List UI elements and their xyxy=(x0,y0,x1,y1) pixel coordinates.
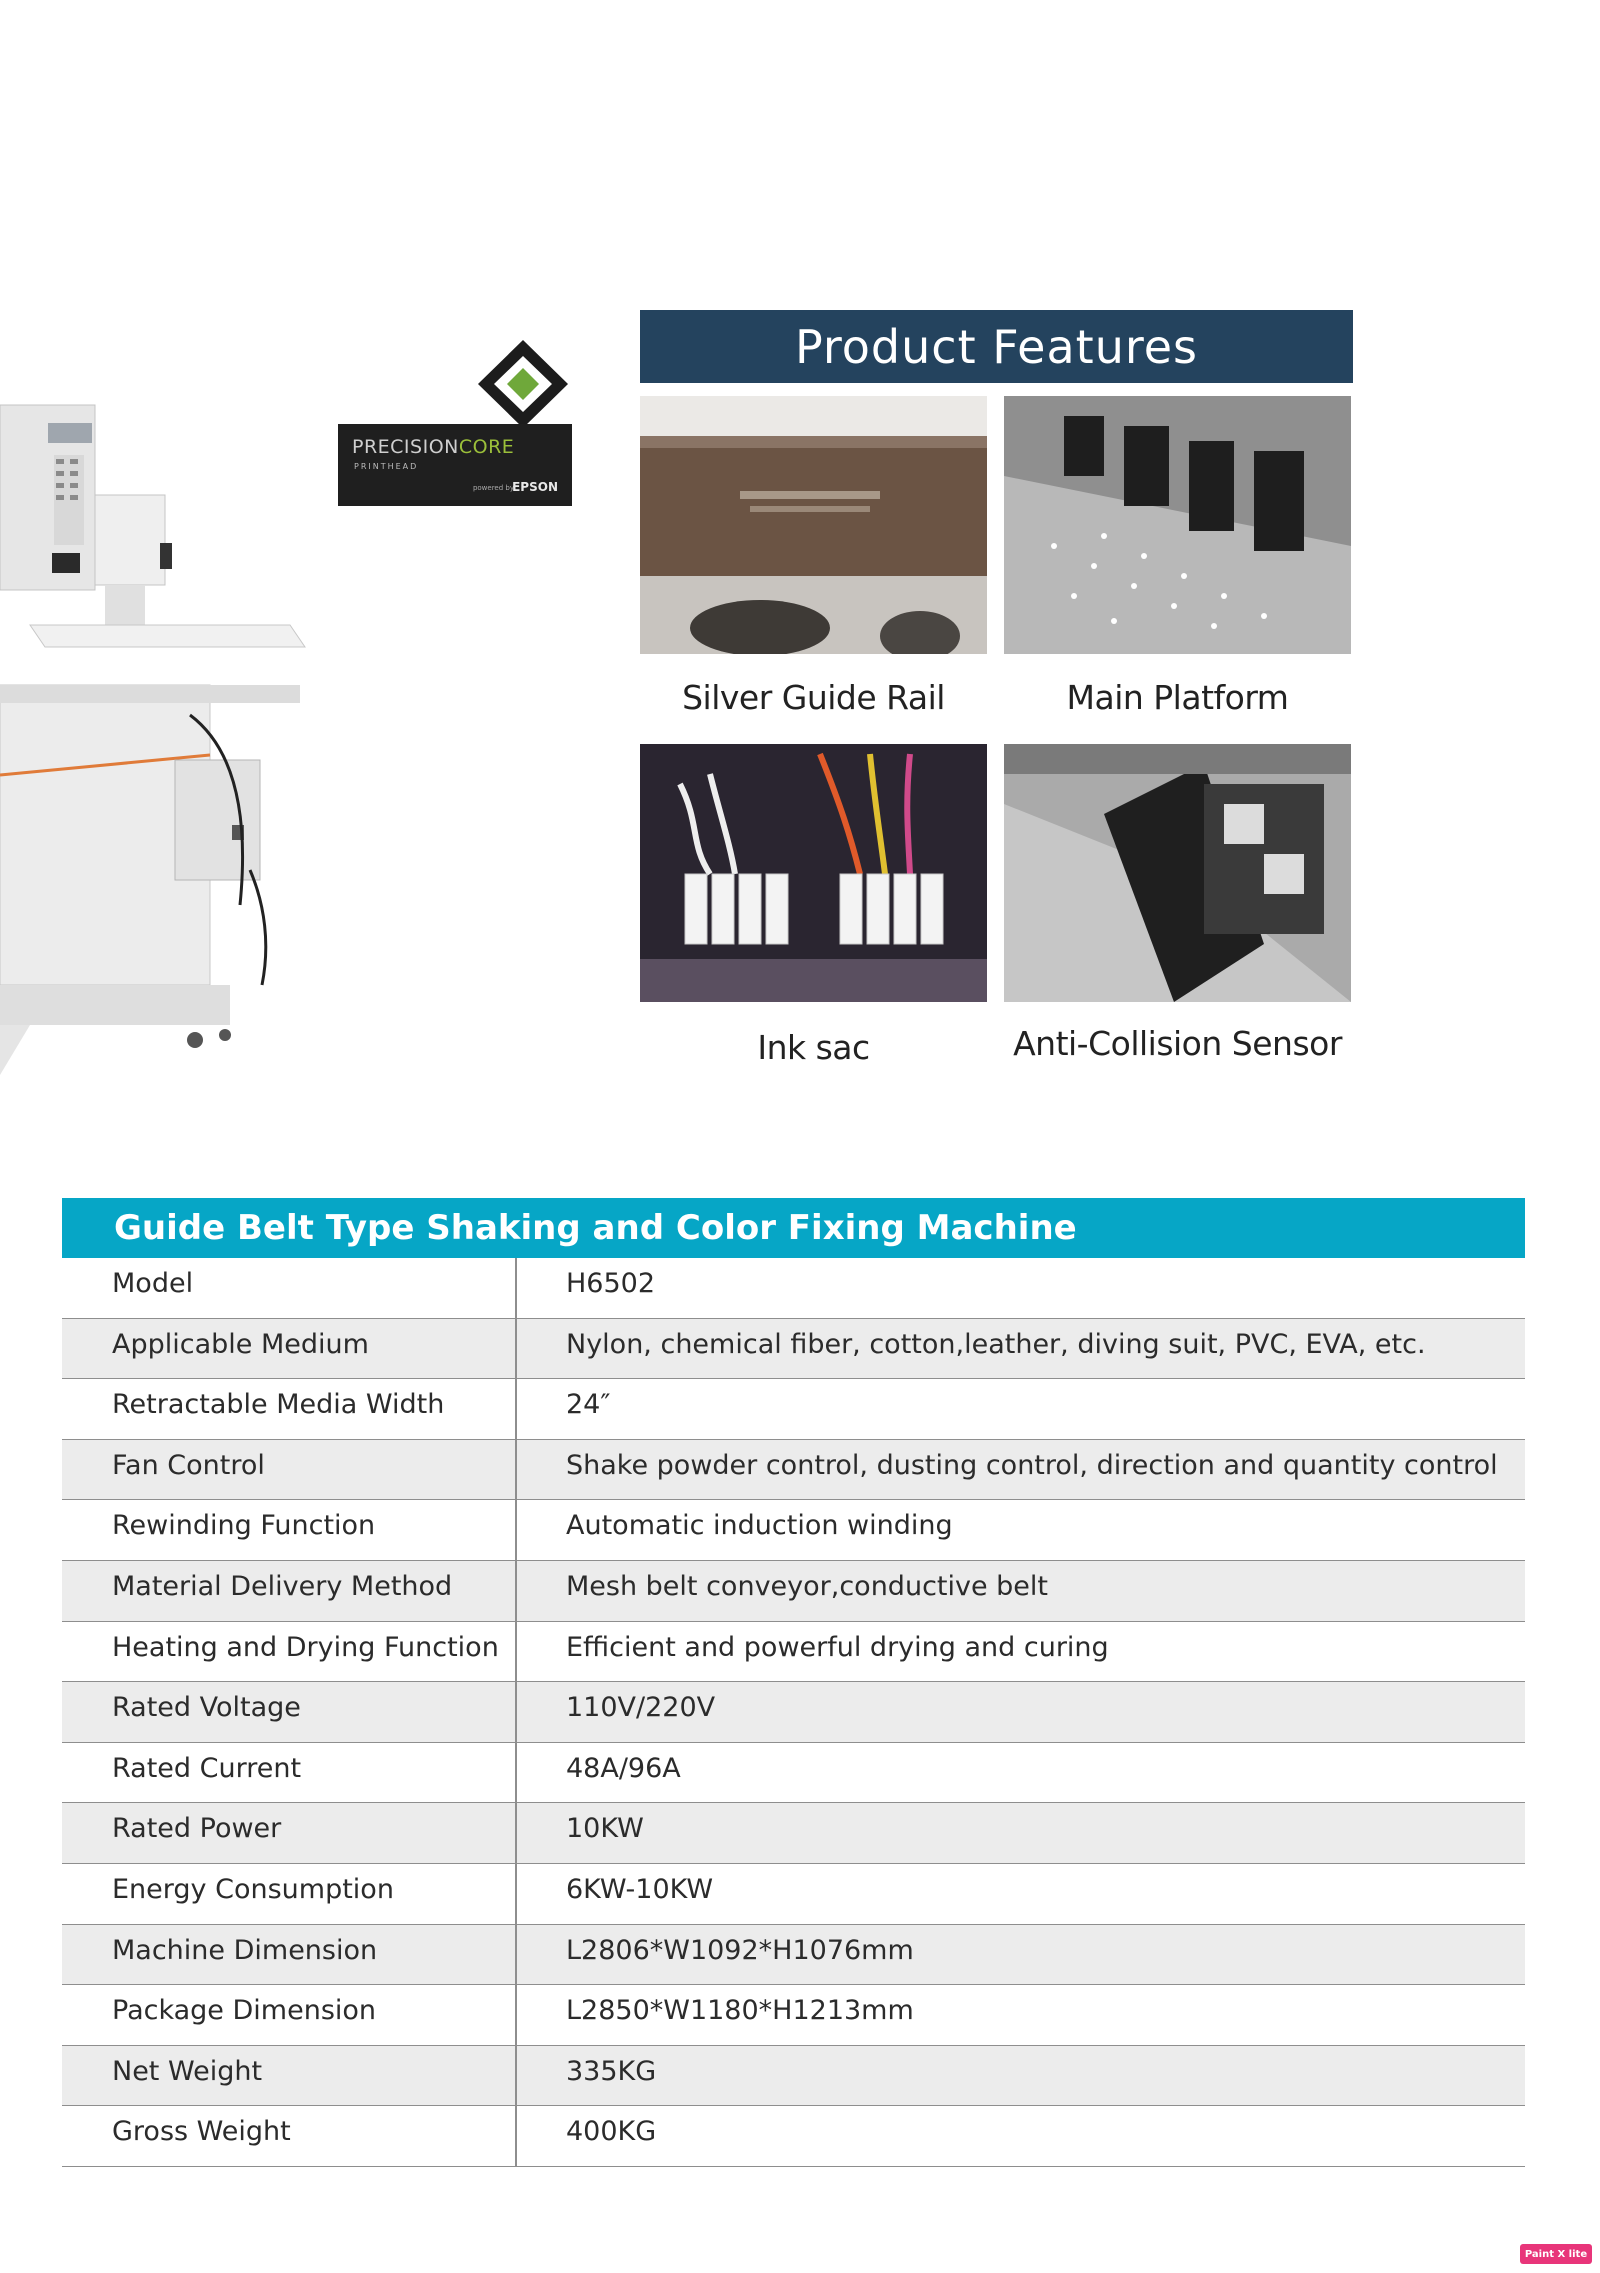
spec-key: Rated Current xyxy=(112,1752,302,1784)
table-row xyxy=(62,1864,1525,1925)
spec-value: 335KG xyxy=(566,2055,657,2087)
spec-value: Shake powder control, dusting control, direction and quantity control xyxy=(566,1449,1498,1481)
precisioncore-logo xyxy=(338,338,572,506)
spec-key: Retractable Media Width xyxy=(112,1389,445,1421)
table-row xyxy=(62,1440,1525,1501)
spec-key: Model xyxy=(112,1268,194,1299)
table-row xyxy=(62,1561,1525,1622)
diamond-logo-icon xyxy=(338,338,572,428)
logo-powered-by: powered by xyxy=(472,484,514,492)
spec-value: Mesh belt conveyor,conductive belt xyxy=(566,1570,1049,1602)
table-row xyxy=(62,1985,1525,2046)
table-row xyxy=(62,1743,1525,1804)
spec-table xyxy=(62,1258,1525,2167)
table-row xyxy=(62,1500,1525,1561)
spec-table-title: Guide Belt Type Shaking and Color Fixing Machine xyxy=(62,1198,1525,1258)
spec-key: Rewinding Function xyxy=(112,1510,376,1542)
feature-caption-ink-sac: Ink sac xyxy=(757,1028,870,1067)
machine-illustration xyxy=(0,385,320,1075)
spec-key: Applicable Medium xyxy=(112,1328,369,1360)
product-features-title: Product Features xyxy=(640,310,1353,383)
feature-caption-anti-collision-sensor: Anti-Collision Sensor xyxy=(1013,1024,1342,1063)
spec-value: Nylon, chemical fiber, cotton,leather, diving suit, PVC, EVA, etc. xyxy=(566,1328,1426,1360)
photo-ink-sac xyxy=(640,744,987,1002)
spec-key: Gross Weight xyxy=(112,2116,291,2148)
spec-key: Heating and Drying Function xyxy=(112,1631,499,1663)
spec-key: Rated Voltage xyxy=(112,1692,301,1724)
spec-key: Net Weight xyxy=(112,2055,263,2087)
table-row xyxy=(62,1803,1525,1864)
spec-value: 24″ xyxy=(566,1389,611,1421)
table-row xyxy=(62,2046,1525,2107)
table-row xyxy=(62,1925,1525,1986)
spec-key: Material Delivery Method xyxy=(112,1570,453,1602)
logo-brand: EPSON xyxy=(512,480,558,494)
feature-caption-silver-guide-rail: Silver Guide Rail xyxy=(682,678,945,717)
table-row xyxy=(62,1622,1525,1683)
photo-silver-guide-rail xyxy=(640,396,987,654)
spec-value: L2850*W1180*H1213mm xyxy=(566,1995,914,2027)
spec-key: Fan Control xyxy=(112,1449,265,1481)
spec-value: Automatic induction winding xyxy=(566,1510,953,1542)
table-row xyxy=(62,1258,1525,1319)
spec-key: Machine Dimension xyxy=(112,1934,378,1966)
spec-value: Efficient and powerful drying and curing xyxy=(566,1631,1109,1663)
spec-key: Rated Power xyxy=(112,1813,282,1845)
spec-value: 400KG xyxy=(566,2116,657,2148)
watermark-badge: Paint X lite xyxy=(1520,2244,1592,2264)
spec-key: Package Dimension xyxy=(112,1995,377,2027)
spec-value: 6KW-10KW xyxy=(566,1873,714,1905)
spec-value: 10KW xyxy=(566,1813,644,1845)
table-row xyxy=(62,2106,1525,2167)
logo-banner xyxy=(338,424,572,506)
logo-subtitle: PRINTHEAD xyxy=(354,462,419,471)
spec-key: Energy Consumption xyxy=(112,1873,394,1905)
table-row xyxy=(62,1682,1525,1743)
feature-caption-main-platform: Main Platform xyxy=(1066,678,1289,717)
spec-value: 48A/96A xyxy=(566,1752,681,1784)
photo-main-platform xyxy=(1004,396,1351,654)
logo-title: PRECISIONCORE xyxy=(352,436,515,458)
table-row xyxy=(62,1319,1525,1380)
photo-anti-collision-sensor xyxy=(1004,744,1351,1002)
table-row xyxy=(62,1379,1525,1440)
spec-value: 110V/220V xyxy=(566,1692,716,1724)
spec-value: H6502 xyxy=(566,1268,656,1299)
spec-value: L2806*W1092*H1076mm xyxy=(566,1934,914,1966)
